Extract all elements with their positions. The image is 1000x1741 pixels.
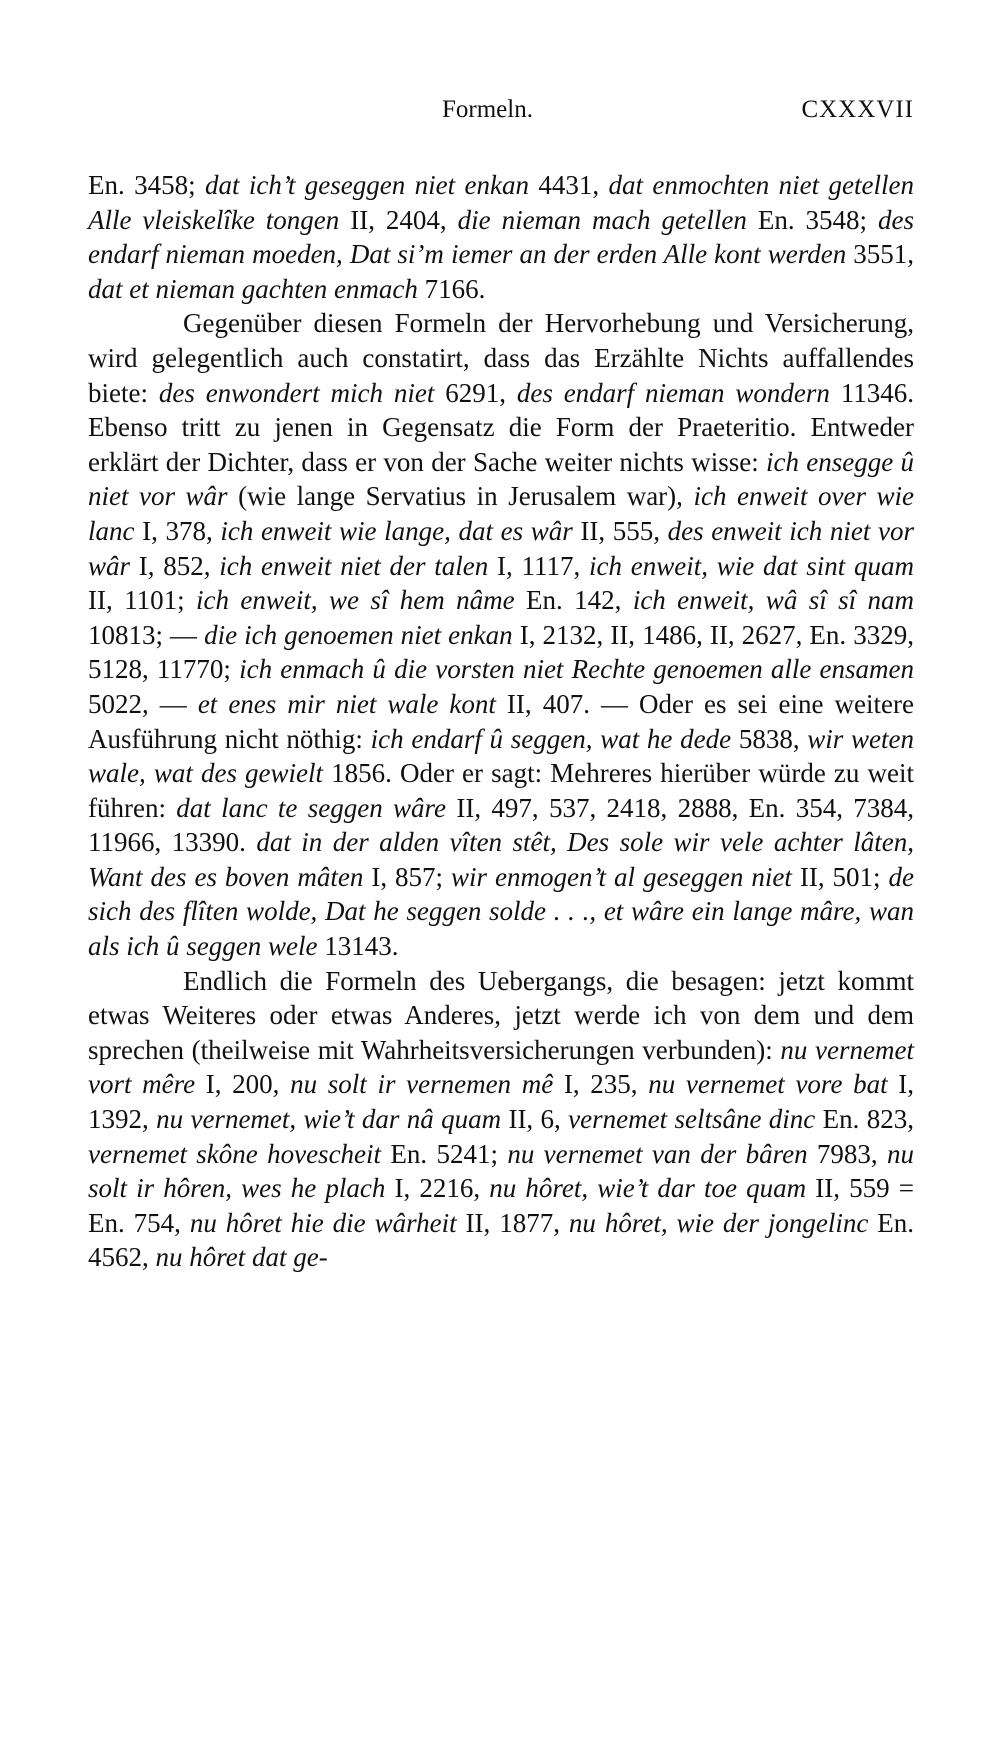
body-text-segment: 5022, —	[88, 688, 198, 719]
quotation-text: nu solt ir vernemen mê	[290, 1069, 554, 1100]
quotation-text: des enweit ich niet vor wâr	[88, 515, 914, 581]
quotation-text: dat in der alden vîten stêt, Des sole wir vele achter lâten, Want des es boven mâten	[88, 827, 914, 892]
quotation-text: nu vernemet, wie’t dar nâ quam	[156, 1104, 502, 1135]
body-text-segment: I, 852,	[130, 550, 220, 581]
body-text-segment: En. 823,	[815, 1104, 915, 1135]
quotation-text: des enwondert mich niet	[158, 377, 435, 408]
quotation-text: ich enmach û die vorsten niet Rechte genoemen alle ensamen	[239, 654, 915, 685]
quotation-text: nu vernemet van der bâren	[507, 1138, 808, 1169]
quotation-text: vernemet seltsâne dinc	[568, 1104, 816, 1135]
body-text-segment: 7983,	[807, 1138, 888, 1169]
body-text-segment: (wie lange Servatius in Jerusalem war),	[227, 481, 694, 512]
body-text-segment: En. 3548;	[746, 204, 879, 235]
quotation-text: des endarf nieman moeden, Dat si’m iemer an der erden Alle kont werden	[88, 204, 915, 270]
body-text	[88, 168, 914, 1275]
body-text-segment: 3551,	[846, 239, 915, 270]
quotation-text: dat ich’t geseggen niet enkan	[205, 170, 529, 200]
quotation-text: et enes mir niet wale kont	[197, 688, 496, 719]
paragraph-2	[88, 306, 914, 963]
quotation-text: nu hôret, wie’t dar toe quam	[489, 1173, 807, 1204]
body-text-segment: 1856. Oder er sagt: Mehreres hierüber würde zu weit führen:	[88, 758, 914, 823]
quotation-text: nu hôret dat ge-	[155, 1242, 328, 1273]
quotation-text: dat lanc te seggen wâre	[176, 792, 447, 823]
quotation-text: ich enweit, wâ sî sî nam	[632, 585, 914, 616]
paragraph-1	[88, 168, 914, 306]
body-text-segment: I, 235,	[553, 1069, 649, 1100]
body-text-segment: I, 200,	[195, 1069, 291, 1100]
body-text-segment: II, 407. — Oder es sei eine weitere Ausführung nicht nöthig:	[88, 688, 915, 754]
quotation-text: nu vernemet vort mêre	[88, 1034, 914, 1100]
body-text-segment: Gegenüber diesen Formeln der Hervorhebung und Versicherung, wird gelegentlich auch constatirt, dass das Erzählte Nichts auffallendes biete:	[88, 308, 914, 408]
quotation-text: dat et nieman gachten enmach	[88, 273, 418, 304]
body-text-segment: En. 142,	[514, 585, 633, 616]
quotation-text: vernemet skône hovescheit	[88, 1138, 382, 1169]
quotation-text: nu solt ir hôren, wes he plach	[88, 1138, 915, 1204]
quotation-text: wir weten wale, wat des gewielt	[88, 723, 915, 789]
quotation-text: dat enmochten niet getellen Alle vleiskelîke tongen	[88, 170, 915, 235]
body-text-segment: II, 1101;	[88, 585, 197, 616]
page-header	[88, 96, 914, 132]
quotation-text: wir enmogen’t al geseggen niet	[451, 861, 792, 892]
body-text-segment: En. 3458;	[88, 170, 206, 200]
quotation-text: nu vernemet vore bat	[648, 1069, 888, 1100]
quotation-text: ich endarf û seggen, wat he dede	[370, 723, 732, 754]
body-text-segment: I, 2132, II, 1486, II, 2627, En. 3329, 5128, 11770;	[88, 619, 914, 685]
body-text-segment: I, 1117,	[488, 550, 589, 581]
body-text-segment: En. 5241;	[381, 1138, 508, 1169]
body-text-segment: 7166.	[417, 273, 486, 304]
body-text-segment: En. 4562,	[88, 1207, 915, 1273]
quotation-text: ich enweit, wie dat sint quam	[589, 550, 914, 581]
quotation-text: ich enweit wie lange, dat es wâr	[220, 515, 573, 546]
page-number: CXXXVII	[801, 96, 914, 123]
paragraph-3	[88, 964, 914, 1275]
quotation-text: die nieman mach getellen	[457, 204, 747, 235]
quotation-text: die ich genoemen niet enkan	[204, 619, 513, 650]
quotation-text: nu hôret, wie der jongelinc	[568, 1207, 869, 1238]
body-text-segment: II, 559 = En. 754,	[88, 1173, 914, 1238]
quotation-text: des endarf nieman wondern	[516, 377, 830, 408]
body-text-segment: 10813; —	[88, 619, 205, 650]
body-text-segment: II, 555,	[572, 515, 668, 546]
body-text-segment: 5838,	[731, 723, 808, 754]
body-text-segment: I, 1392,	[88, 1069, 914, 1135]
quotation-text: de sich des flîten wolde, Dat he seggen solde . . ., et wâre ein lange mâre, wan als ich û seggen wele	[88, 861, 915, 962]
body-text-segment: I, 857;	[363, 861, 452, 892]
quotation-text: ich enweit niet der talen	[219, 550, 489, 581]
quotation-text: ich ensegge û niet vor wâr	[88, 446, 914, 512]
body-text-segment: I, 2216,	[385, 1173, 490, 1204]
quotation-text: nu hôret hie die wârheit	[189, 1207, 457, 1238]
body-text-segment: II, 1877,	[456, 1207, 569, 1238]
body-text-segment: II, 497, 537, 2418, 2888, En. 354, 7384, 11966, 13390.	[88, 792, 915, 858]
body-text-segment: 11346. Ebenso tritt zu jenen in Gegensatz die Form der Praeteritio. Entweder erklärt der Dichter, dass er von der Sache weiter nichts wisse:	[88, 377, 914, 477]
body-text-segment: Endlich die Formeln des Uebergangs, die besagen: jetzt kommt etwas Weiteres oder etwas Anderes, jetzt werde ich von dem und dem sprechen (theilweise mit Wahrheitsversicherungen verbunden):	[88, 965, 914, 1065]
body-text-segment: 13143.	[317, 931, 399, 962]
body-text-segment: II, 6,	[501, 1104, 569, 1135]
body-text-segment: II, 501;	[791, 861, 889, 892]
quotation-text: ich enweit, we sî hem nâme	[196, 585, 515, 616]
running-title: Formeln.	[442, 96, 533, 123]
body-text-segment: I, 378,	[134, 515, 221, 546]
quotation-text: ich enweit over wie lanc	[88, 481, 915, 546]
body-text-segment: 4431,	[528, 170, 609, 200]
body-text-segment: II, 2404,	[339, 204, 458, 235]
body-text-segment: 6291,	[434, 377, 517, 408]
